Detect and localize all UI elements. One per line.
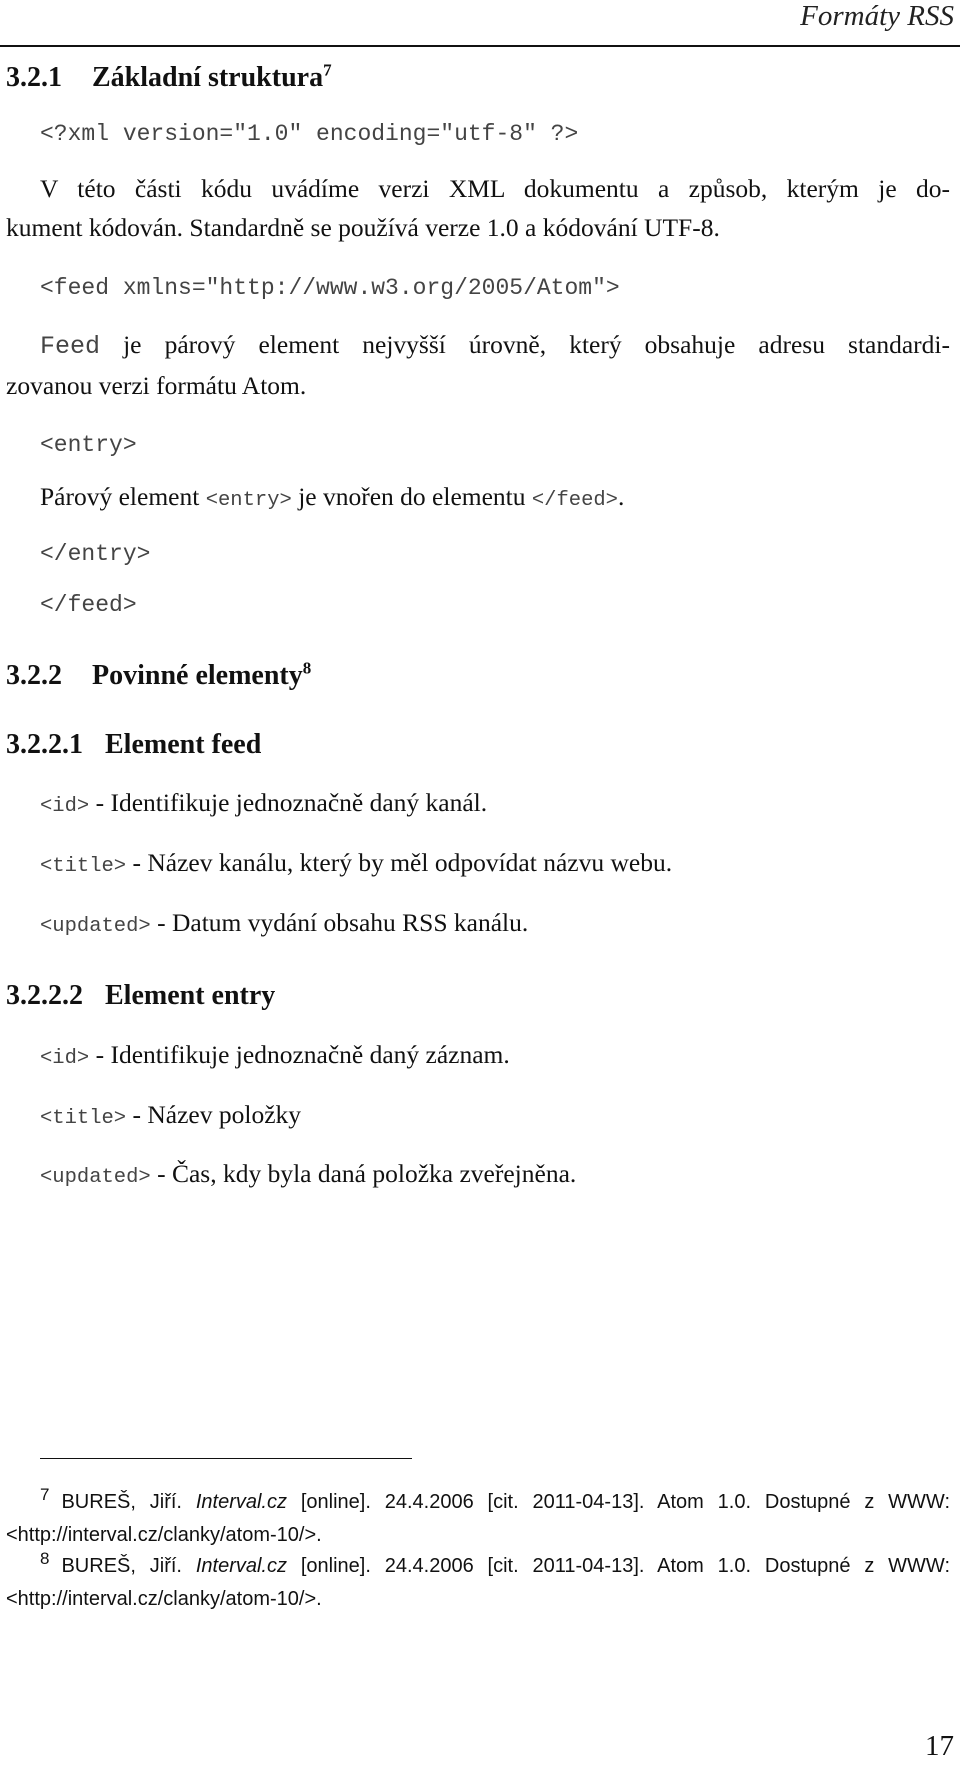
section-heading-3-2-2-2	[6, 980, 275, 1012]
list-item-text: - Název kanálu, který by měl odpovídat názvu webu.	[126, 848, 673, 877]
list-item-text: - Identifikuje jednoznačně daný záznam.	[89, 1040, 510, 1069]
section-heading-3-2-1	[6, 62, 332, 94]
inline-code: <title>	[40, 855, 127, 878]
section-title: Základní struktura	[92, 62, 324, 93]
paragraph-line: kument kódován. Standardně se používá verze 1.0 a kódování UTF-8.	[6, 213, 720, 242]
footnote-7	[6, 1486, 950, 1552]
code-entry-close: </entry>	[40, 541, 151, 567]
inline-code: <id>	[40, 795, 90, 818]
code-feed-close: </feed>	[40, 592, 137, 618]
paragraph-xml-version	[6, 169, 950, 247]
running-header: Formáty RSS	[800, 0, 954, 32]
inline-code: <updated>	[40, 915, 151, 938]
list-item	[40, 1100, 301, 1130]
paragraph-line: zovanou verzi formátu Atom.	[6, 371, 307, 400]
code-feed-open: <feed xmlns="http://www.w3.org/2005/Atom">	[40, 275, 620, 301]
section-number: 3.2.2.1	[6, 729, 83, 760]
inline-code: <entry>	[205, 489, 292, 512]
footnote-source: Interval.cz	[195, 1555, 287, 1577]
section-heading-3-2-2-1	[6, 729, 261, 761]
list-item-text: - Název položky	[126, 1100, 302, 1129]
section-number: 3.2.1	[6, 62, 62, 93]
list-item	[40, 1040, 510, 1070]
code-entry-open: <entry>	[40, 432, 137, 458]
footnote-text: [online]. 24.4.2006 [cit. 2011-04-13]. Atom 1.0. Dostupné z WWW:	[300, 1491, 950, 1513]
paragraph-text: je vnořen do elementu	[291, 482, 532, 511]
paragraph-line	[6, 325, 950, 366]
code-xml-declaration: <?xml version="1.0" encoding="utf-8" ?>	[40, 121, 579, 147]
paragraph-text: .	[618, 482, 625, 511]
footnote-rule	[40, 1458, 412, 1459]
paragraph-text: je párový element nejvyšší úrovně, který obsahuje adresu standardi-	[100, 330, 950, 359]
list-item-text: - Datum vydání obsahu RSS kanálu.	[150, 908, 529, 937]
section-title: Element entry	[105, 980, 276, 1011]
list-item-text: - Identifikuje jednoznačně daný kanál.	[89, 788, 488, 817]
inline-code: <title>	[40, 1107, 127, 1130]
list-item	[40, 1159, 576, 1189]
list-item	[40, 908, 528, 938]
header-rule	[0, 45, 960, 47]
list-item	[40, 788, 487, 818]
footnote-source: Interval.cz	[195, 1491, 287, 1513]
footnote-line	[6, 1550, 950, 1583]
section-title: Element feed	[105, 729, 262, 760]
section-number: 3.2.2	[6, 660, 62, 691]
footnote-url: <http://interval.cz/clanky/atom-10/>.	[6, 1524, 322, 1546]
inline-code: <updated>	[40, 1166, 151, 1189]
footnote-8	[6, 1550, 950, 1616]
footnote-ref: 7	[323, 60, 332, 80]
paragraph-text: Párový element	[40, 482, 206, 511]
footnote-author: BUREŠ, Jiří.	[61, 1491, 182, 1513]
footnote-line	[6, 1486, 950, 1519]
inline-code: </feed>	[531, 489, 618, 512]
section-heading-3-2-2	[6, 660, 311, 692]
list-item	[40, 848, 672, 878]
inline-code: Feed	[40, 332, 101, 361]
footnote-mark: 7	[40, 1485, 50, 1505]
inline-code: <id>	[40, 1047, 90, 1070]
paragraph-line: V této části kódu uvádíme verzi XML dokumentu a způsob, kterým je do-	[40, 174, 950, 203]
list-item-text: - Čas, kdy byla daná položka zveřejněna.	[150, 1159, 577, 1188]
footnote-mark: 8	[40, 1549, 50, 1569]
section-title: Povinné elementy	[92, 660, 303, 691]
paragraph-feed	[6, 325, 950, 405]
section-number: 3.2.2.2	[6, 980, 83, 1011]
paragraph-entry	[40, 482, 624, 512]
footnote-text: [online]. 24.4.2006 [cit. 2011-04-13]. Atom 1.0. Dostupné z WWW:	[300, 1555, 950, 1577]
page-number: 17	[925, 1730, 954, 1762]
footnote-author: BUREŠ, Jiří.	[61, 1555, 182, 1577]
footnote-ref: 8	[302, 658, 312, 678]
footnote-url: <http://interval.cz/clanky/atom-10/>.	[6, 1588, 322, 1610]
